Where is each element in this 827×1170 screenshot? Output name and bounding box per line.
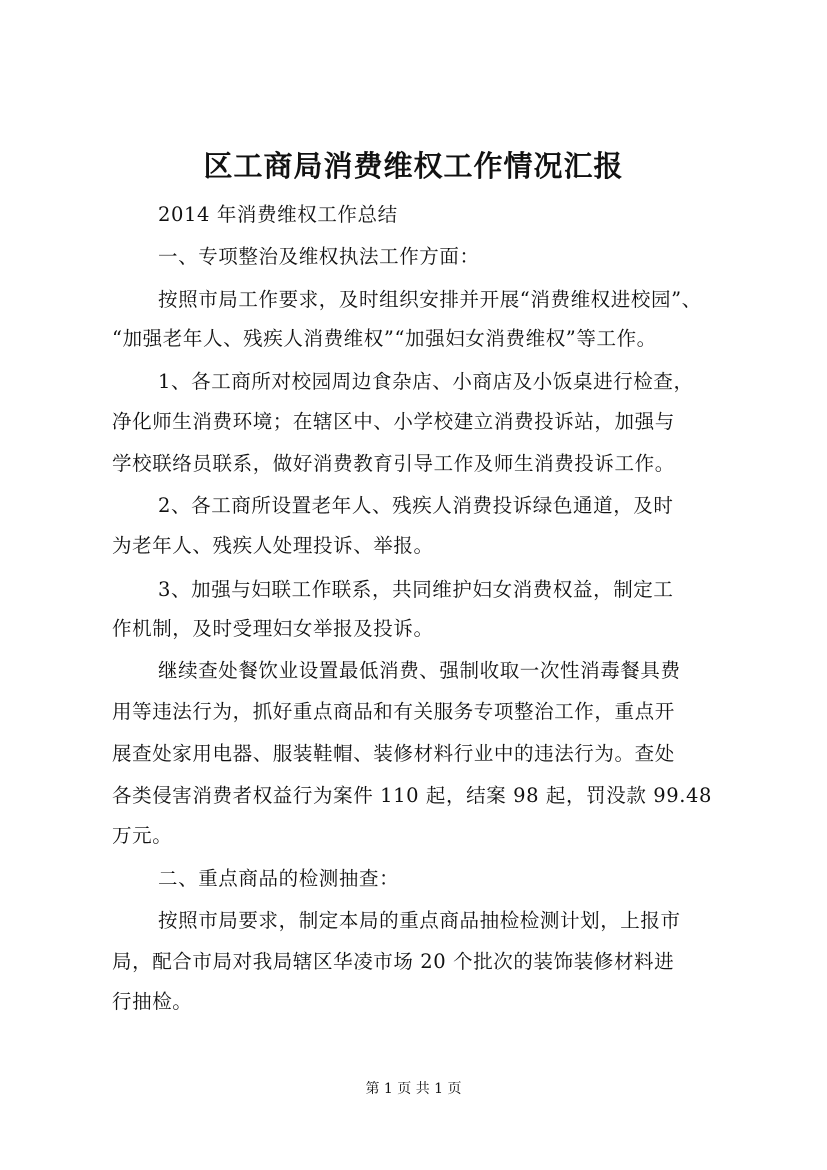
paragraph-line: 为老年人、残疾人处理投诉、举报。 bbox=[112, 534, 434, 557]
paragraph-line: 继续查处餐饮业设置最低消费、强制收取一次性消毒餐具费 bbox=[158, 659, 681, 682]
paragraph-line: 3、加强与妇联工作联系，共同维护妇女消费权益，制定工 bbox=[158, 578, 674, 601]
paragraph-line: 用等违法行为，抓好重点商品和有关服务专项整治工作，重点开 bbox=[112, 700, 675, 723]
paragraph-line: 局，配合市局对我局辖区华凌市场 20 个批次的装饰装修材料进 bbox=[112, 950, 675, 973]
paragraph-line: 万元。 bbox=[112, 824, 173, 847]
paragraph-line: 行抽检。 bbox=[112, 990, 193, 1013]
document-title: 区工商局消费维权工作情况汇报 bbox=[203, 149, 624, 183]
paragraph-line: 按照市局工作要求，及时组织安排并开展“消费维权进校园”、 bbox=[158, 288, 702, 311]
paragraph-line: 净化师生消费环境；在辖区中、小学校建立消费投诉站，加强与 bbox=[112, 410, 675, 433]
paragraph-line: 2、各工商所设置老年人、残疾人消费投诉绿色通道，及时 bbox=[158, 494, 674, 517]
paragraph-line: 学校联络员联系，做好消费教育引导工作及师生消费投诉工作。 bbox=[112, 452, 675, 475]
paragraph-line: 按照市局要求，制定本局的重点商品抽检检测计划，上报市 bbox=[158, 909, 681, 932]
section-heading: 二、重点商品的检测抽查： bbox=[158, 867, 400, 890]
paragraph-line: “加强老年人、残疾人消费维权”“加强妇女消费维权”等工作。 bbox=[112, 327, 657, 350]
subtitle-line: 2014 年消费维权工作总结 bbox=[158, 203, 398, 226]
page-footer: 第 1 页 共 1 页 bbox=[365, 1081, 462, 1097]
section-heading: 一、专项整治及维权执法工作方面： bbox=[158, 245, 480, 268]
paragraph-line: 各类侵害消费者权益行为案件 110 起，结案 98 起，罚没款 99.48 bbox=[112, 784, 713, 807]
paragraph-line: 展查处家用电器、服装鞋帽、装修材料行业中的违法行为。查处 bbox=[112, 742, 675, 765]
paragraph-line: 1、各工商所对校园周边食杂店、小商店及小饭桌进行检查， bbox=[158, 370, 694, 393]
paragraph-line: 作机制，及时受理妇女举报及投诉。 bbox=[112, 617, 434, 640]
